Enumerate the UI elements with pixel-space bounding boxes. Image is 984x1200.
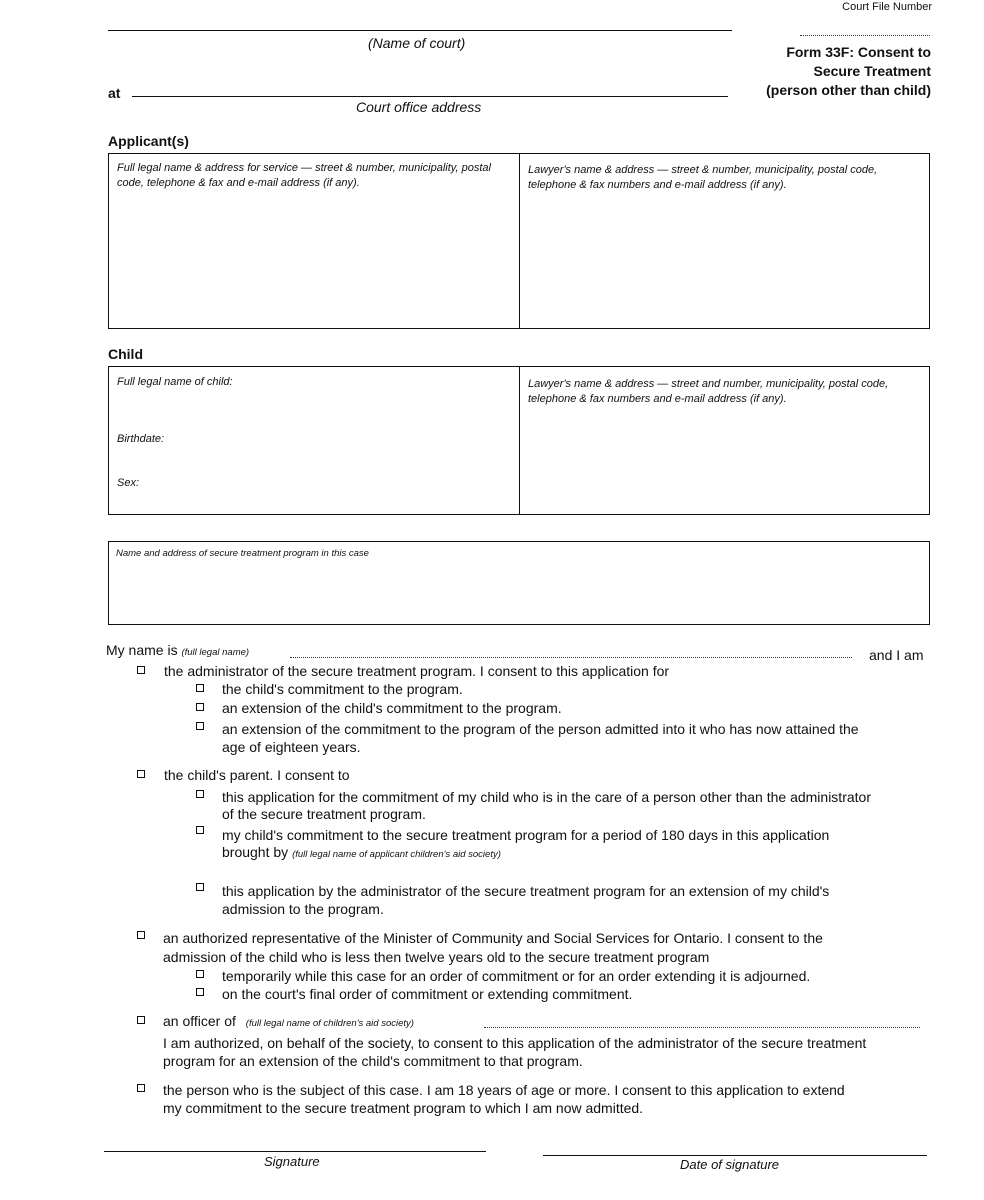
officer-prefix: an officer of	[163, 1013, 236, 1029]
subject-checkbox[interactable]	[137, 1084, 145, 1092]
admin-opt2-checkbox[interactable]	[196, 703, 204, 711]
parent-opt2-text-line1: my child's commitment to the secure treatment program for a period of 180 days in this application	[222, 827, 830, 843]
form-title-line3: (person other than child)	[766, 82, 931, 98]
minister-opt2-text: on the court's final order of commitment or extending commitment.	[222, 986, 633, 1002]
program-label: Name and address of secure treatment program in this case	[116, 548, 369, 559]
at-label: at	[108, 85, 121, 101]
name-of-court-field[interactable]	[108, 30, 732, 31]
admin-opt1-text: the child's commitment to the program.	[222, 681, 463, 697]
and-i-am-label: and I am	[869, 647, 924, 663]
parent-opt2-text-line2	[222, 843, 501, 864]
my-name-is-text: My name is	[106, 642, 178, 658]
minister-checkbox[interactable]	[137, 931, 145, 939]
subject-text-line1: the person who is the subject of this case. I am 18 years of age or more. I consent to this application to extend	[163, 1082, 845, 1098]
parent-opt3-text-line2: admission to the program.	[222, 901, 384, 917]
parent-opt3-checkbox[interactable]	[196, 883, 204, 891]
minister-opt1-text: temporarily while this case for an order of commitment or for an order extending it is adjourned.	[222, 968, 811, 984]
parent-opt2-checkbox[interactable]	[196, 826, 204, 834]
full-legal-name-hint: (full legal name)	[181, 647, 250, 658]
child-lawyer-field[interactable]: Lawyer's name & address — street and number, municipality, postal code, telephone & fax numbers and e-mail address (if any).	[528, 378, 889, 405]
admin-opt2-text: an extension of the child's commitment to the program.	[222, 700, 562, 716]
form-title-line1: Form 33F: Consent to	[786, 44, 931, 60]
parent-opt1-text-line1: this application for the commitment of my child who is in the care of a person other than the administrator	[222, 789, 871, 805]
admin-opt3-text-line2: age of eighteen years.	[222, 739, 361, 755]
admin-opt3-text-line1: an extension of the commitment to the program of the person admitted into it who has now attained the	[222, 721, 859, 737]
court-file-number-label: Court File Number	[842, 1, 932, 13]
officer-checkbox[interactable]	[137, 1016, 145, 1024]
child-sex-field[interactable]: Sex:	[117, 477, 140, 489]
administrator-checkbox[interactable]	[137, 666, 145, 674]
subject-text-line2: my commitment to the secure treatment program to which I am now admitted.	[163, 1100, 644, 1116]
child-name-field[interactable]: Full legal name of child:	[117, 376, 233, 388]
brought-by-text: brought by	[222, 844, 289, 860]
parent-opt3-text-line1: this application by the administrator of the secure treatment program for an extension of my child's	[222, 883, 830, 899]
administrator-text: the administrator of the secure treatment program. I consent to this application for	[164, 663, 670, 679]
minister-opt1-checkbox[interactable]	[196, 970, 204, 978]
applicant-society-hint: (full legal name of applicant children's aid society)	[292, 849, 501, 860]
parent-text: the child's parent. I consent to	[164, 767, 350, 783]
minister-text-line2: admission of the child who is less then twelve years old to the secure treatment program	[163, 949, 710, 965]
applicants-divider	[519, 153, 520, 329]
date-of-signature-label: Date of signature	[680, 1157, 780, 1172]
parent-opt1-text-line2: of the secure treatment program.	[222, 806, 426, 822]
my-name-is-label	[106, 641, 249, 662]
court-office-address-field[interactable]	[132, 96, 728, 97]
signature-label: Signature	[264, 1154, 320, 1169]
court-file-number-field[interactable]	[800, 35, 930, 36]
admin-opt3-checkbox[interactable]	[196, 722, 204, 730]
minister-text-line1: an authorized representative of the Minister of Community and Social Services for Ontario. I consent to the	[163, 930, 823, 946]
child-birthdate-field[interactable]: Birthdate:	[117, 433, 165, 445]
officer-society-field[interactable]	[484, 1027, 920, 1028]
applicants-heading: Applicant(s)	[108, 133, 189, 149]
court-office-address-label: Court office address	[356, 99, 482, 115]
form-title-line2: Secure Treatment	[813, 63, 931, 79]
officer-text-line1	[163, 1012, 414, 1033]
name-of-court-label: (Name of court)	[368, 35, 466, 51]
minister-opt2-checkbox[interactable]	[196, 988, 204, 996]
full-legal-name-field[interactable]	[290, 657, 852, 658]
applicant-address-field[interactable]: Full legal name & address for service — street & number, municipality, postal code, telephone & fax and e-mail address (if any).	[117, 162, 491, 189]
applicant-society-field[interactable]	[222, 876, 782, 877]
parent-checkbox[interactable]	[137, 770, 145, 778]
officer-society-hint: (full legal name of children's aid society)	[245, 1018, 414, 1029]
officer-text-line3: program for an extension of the child's commitment to that program.	[163, 1053, 583, 1069]
signature-field[interactable]	[104, 1151, 486, 1152]
parent-opt1-checkbox[interactable]	[196, 790, 204, 798]
child-divider	[519, 366, 520, 515]
applicant-lawyer-field[interactable]: Lawyer's name & address — street & number, municipality, postal code, telephone & fax numbers and e-mail address (if any).	[528, 164, 878, 191]
admin-opt1-checkbox[interactable]	[196, 684, 204, 692]
officer-text-line2: I am authorized, on behalf of the society, to consent to this application of the administrator of the secure treatment	[163, 1035, 867, 1051]
child-heading: Child	[108, 346, 143, 362]
